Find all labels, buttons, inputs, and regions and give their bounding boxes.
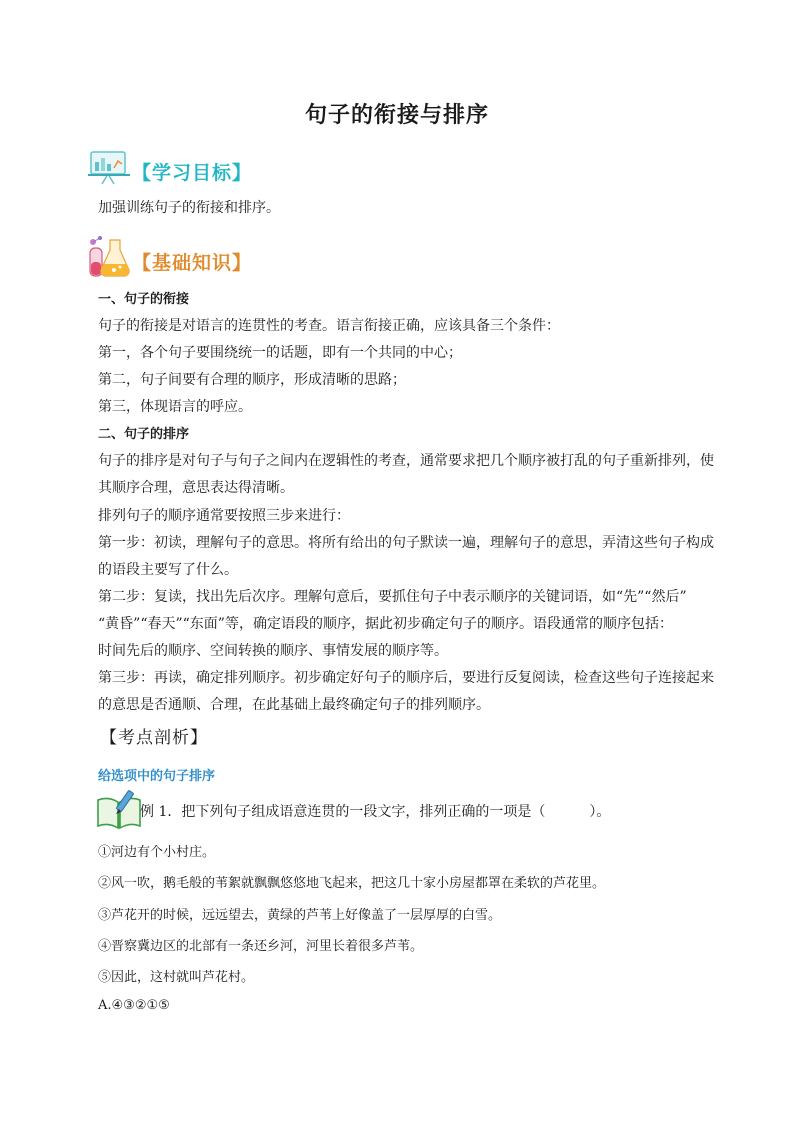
heading-sentence-cohesion: 一、句子的衔接 [98,292,190,307]
goal-section-label: 【学习目标】 [132,162,253,184]
analysis-section-label: 【考点剖析】 [100,728,208,748]
open-book-pencil-icon [96,790,142,834]
body-line: 第一，各个句子要围绕统一的话题，即有一个共同的中心； [98,345,462,361]
body-line: 的语段主要写了什么。 [98,562,238,578]
sentence-item: ④晋察冀边区的北部有一条还乡河，河里长着很多芦苇。 [98,939,424,954]
body-line: 第三，体现语言的呼应。 [98,399,252,415]
sentence-item: ①河边有个小村庄。 [98,845,216,860]
knowledge-section-label: 【基础知识】 [132,252,253,274]
example-prefix: 例 1．把下列句子组成语意连贯的一段文字，排列正确的一项是（ [140,804,546,820]
body-line: 第一步：初读，理解句子的意思。将所有给出的句子默读一遍，理解句子的意思，弄清这些句子构成 [98,535,714,551]
body-line: 句子的排序是对句子与句子之间内在逻辑性的考查，通常要求把几个顺序被打乱的句子重新排列，使 [98,453,714,469]
heading-sentence-ordering: 二、句子的排序 [98,427,190,442]
body-line: 第三步：再读，确定排列顺序。初步确定好句子的顺序后，要进行反复阅读，检查这些句子连接起来 [98,670,714,686]
body-line: 其顺序合理，意思表达得清晰。 [98,480,294,496]
body-line: 的意思是否通顺、合理，在此基础上最终确定句子的排列顺序。 [98,697,490,713]
sentence-item: ③芦花开的时候，远远望去，黄绿的芦苇上好像盖了一层厚厚的白雪。 [98,908,502,923]
chemistry-flask-icon [86,234,132,284]
body-line: 第二步：复读，找出先后次序。理解句意后，要抓住句子中表示顺序的关键词语，如“先”“然后” [98,589,687,605]
body-line: 排列句子的顺序通常要按照三步来进行： [98,508,350,524]
example-suffix: ）。 [589,804,611,820]
subsection-heading: 给选项中的句子排序 [98,769,216,784]
sentence-item: ②风一吹，鹅毛般的苇絮就飘飘悠悠地飞起来，把这几十家小房屋都罩在柔软的芦花里。 [98,876,606,891]
sentence-item: ⑤因此，这村就叫芦花村。 [98,970,255,985]
knowledge-section-header [88,236,388,280]
body-line: 句子的衔接是对语言的连贯性的考查。语言衔接正确，应该具备三个条件： [98,318,560,334]
answer-option-a: A.④③②①⑤ [98,998,170,1013]
body-line: “黄昏”“春天”“东面”等，确定语段的顺序，据此初步确定句子的顺序。语段通常的顺序包括： [98,616,673,632]
page-title: 句子的衔接与排序 [304,103,489,128]
goal-section-header [88,150,388,190]
body-line: 第二，句子间要有合理的顺序，形成清晰的思路； [98,372,406,388]
example-question [140,801,610,821]
presentation-board-icon [88,150,132,190]
body-line: 时间先后的顺序、空间转换的顺序、事情发展的顺序等。 [98,643,448,659]
goal-text: 加强训练句子的衔接和排序。 [98,200,280,216]
